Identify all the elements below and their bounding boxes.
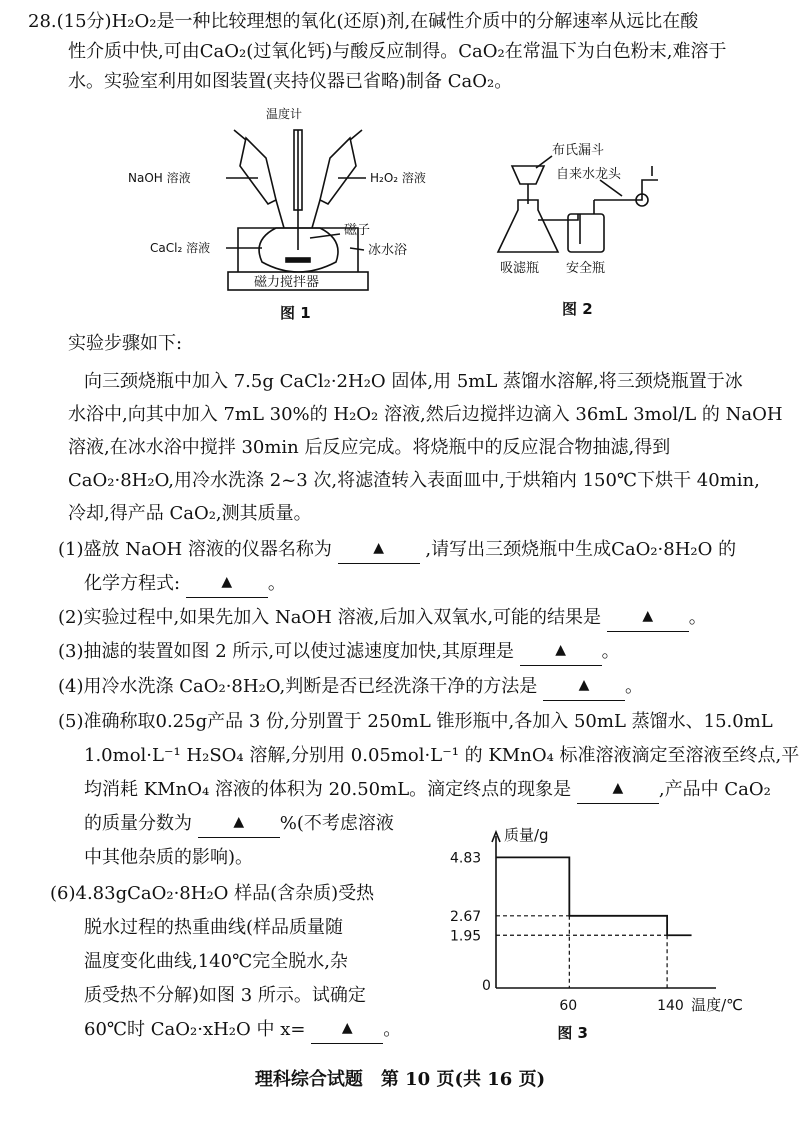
label-ice-bath: 冰水浴 (368, 243, 408, 258)
label-thermometer: 温度计 (266, 107, 303, 121)
blank-marker: ▲ (555, 642, 566, 658)
label-cacl2-solution: CaCl₂ 溶液 (150, 241, 211, 255)
question-2-prompt: (2)实验过程中,如果先加入 NaOH 溶液,后加入双氧水,可能的结果是 (58, 607, 602, 628)
figure-1-apparatus (128, 100, 450, 330)
question-2 (58, 606, 707, 632)
blank-marker: ▲ (612, 780, 624, 796)
answer-blank-4 (543, 675, 625, 701)
steps-line-1: 向三颈烧瓶中加入 7.5g CaCl₂·2H₂O 固体,用 5mL 蒸馏水溶解,将三颈烧瓶置于冰 (84, 371, 743, 392)
period: 。 (601, 641, 620, 662)
question-1-prompt-cont: ,请写出三颈烧瓶中生成CaO₂·8H₂O 的 (425, 539, 737, 560)
question-5-line-1: (5)准确称取0.25g产品 3 份,分别置于 250mL 锥形瓶中,各加入 50mL 蒸馏水、15.0mL (58, 711, 773, 732)
question-6-line-1: (6)4.83gCaO₂·8H₂O 样品(含杂质)受热 (50, 883, 375, 904)
x-tick-label: 140 (657, 998, 684, 1014)
question-5-note: %(不考虑溶液 (279, 813, 394, 834)
question-6-line-4: 质受热不分解)如图 3 所示。试确定 (84, 985, 366, 1006)
x-tick-label: 0 (482, 978, 491, 994)
steps-heading: 实验步骤如下: (68, 333, 183, 354)
steps-line-2: 水浴中,向其中加入 7mL 30%的 H₂O₂ 溶液,然后边搅拌边滴入 36mL 3mol/L 的 NaOH (68, 404, 783, 425)
blank-marker: ▲ (578, 677, 590, 693)
question-5-line-5: 中其他杂质的影响)。 (84, 847, 254, 868)
question-3 (58, 640, 620, 666)
answer-blank-6 (311, 1018, 383, 1044)
question-5-line-2: 1.0mol·L⁻¹ H₂SO₄ 溶解,分别用 0.05mol·L⁻¹ 的 KMnO₄ 标准溶液滴定至溶液至终点,平 (84, 745, 800, 766)
blank-marker: ▲ (642, 608, 654, 624)
period: 。 (688, 607, 707, 628)
question-5-line-4 (84, 812, 394, 838)
period: 。 (267, 573, 286, 594)
blank-marker: ▲ (233, 814, 245, 830)
answer-blank-5a (577, 778, 659, 804)
period: 。 (624, 676, 643, 697)
figure-2-caption: 图 2 (562, 300, 593, 318)
question-5-endpoint-prompt: 均消耗 KMnO₄ 溶液的体积为 20.50mL。滴定终点的现象是 (84, 779, 572, 800)
label-magnet: 磁子 (344, 223, 371, 238)
question-1-line-1 (58, 538, 736, 564)
answer-blank-3 (520, 640, 602, 666)
question-6-line-5 (84, 1018, 401, 1044)
question-5-fraction-prompt: 的质量分数为 (84, 813, 192, 834)
answer-blank-1b (186, 572, 268, 598)
label-buchner-funnel: 布氏漏斗 (552, 143, 605, 158)
thermogravimetric-curve (496, 857, 692, 935)
steps-line-5: 冷却,得产品 CaO₂,测其质量。 (68, 503, 312, 524)
y-tick-label: 1.95 (450, 928, 482, 945)
blank-marker: ▲ (221, 574, 233, 590)
question-4-prompt: (4)用冷水洗涤 CaO₂·8H₂O,判断是否已经洗涤干净的方法是 (58, 676, 538, 697)
question-28-line-1: 28.(15分)H₂O₂是一种比较理想的氧化(还原)剂,在碱性介质中的分解速率从远比在酸 (28, 11, 699, 32)
label-water-faucet: 自来水龙头 (556, 167, 622, 182)
question-6-line-3: 温度变化曲线,140℃完全脱水,杂 (84, 951, 348, 972)
figure-3-caption: 图 3 (557, 1024, 589, 1042)
figure-1-caption: 图 1 (280, 304, 311, 322)
question-5-line-3 (84, 778, 771, 804)
question-28-line-3: 水。实验室利用如图装置(夹持仪器已省略)制备 CaO₂。 (68, 71, 513, 92)
blank-marker: ▲ (341, 1020, 353, 1036)
y-axis-label: 质量/g (504, 826, 549, 844)
question-5-prompt-cont: ,产品中 CaO₂ (658, 779, 771, 800)
question-1-equation-prompt: 化学方程式: (84, 573, 181, 594)
question-6-prompt: 60℃时 CaO₂·xH₂O 中 x= (84, 1019, 306, 1040)
label-suction-flask: 吸滤瓶 (500, 261, 540, 276)
question-6-line-2: 脱水过程的热重曲线(样品质量随 (84, 917, 344, 938)
label-h2o2-solution: H₂O₂ 溶液 (370, 171, 426, 185)
y-tick-label: 2.67 (450, 908, 482, 925)
figure-3-thermogravimetric-chart (440, 826, 760, 1055)
question-4 (58, 675, 643, 701)
answer-blank-2 (607, 606, 689, 632)
y-tick-label: 4.83 (450, 850, 482, 867)
question-1-line-2 (84, 572, 286, 598)
page-footer: 理科综合试题 第 10 页(共 16 页) (254, 1069, 546, 1090)
period: 。 (383, 1019, 402, 1040)
steps-line-3: 溶液,在冰水浴中搅拌 30min 后反应完成。将烧瓶中的反应混合物抽滤,得到 (68, 437, 671, 458)
answer-blank-1a (338, 538, 420, 564)
answer-blank-5b (198, 812, 280, 838)
label-magnetic-stirrer: 磁力搅拌器 (254, 275, 320, 290)
label-safety-bottle: 安全瓶 (566, 261, 606, 276)
label-naoh-solution: NaOH 溶液 (128, 171, 191, 185)
steps-line-4: CaO₂·8H₂O,用冷水洗涤 2~3 次,将滤渣转入表面皿中,于烘箱内 150℃下烘干 40min, (68, 470, 760, 491)
x-axis-label: 温度/℃ (691, 996, 744, 1014)
question-1-prompt: (1)盛放 NaOH 溶液的仪器名称为 (58, 539, 332, 560)
x-tick-label: 60 (559, 998, 578, 1014)
question-3-prompt: (3)抽滤的装置如图 2 所示,可以使过滤速度加快,其原理是 (58, 641, 514, 662)
figure-2-suction-filtration (482, 140, 682, 330)
blank-marker: ▲ (373, 540, 384, 556)
question-28-line-2: 性介质中快,可由CaO₂(过氧化钙)与酸反应制得。CaO₂在常温下为白色粉末,难溶于 (68, 41, 727, 62)
